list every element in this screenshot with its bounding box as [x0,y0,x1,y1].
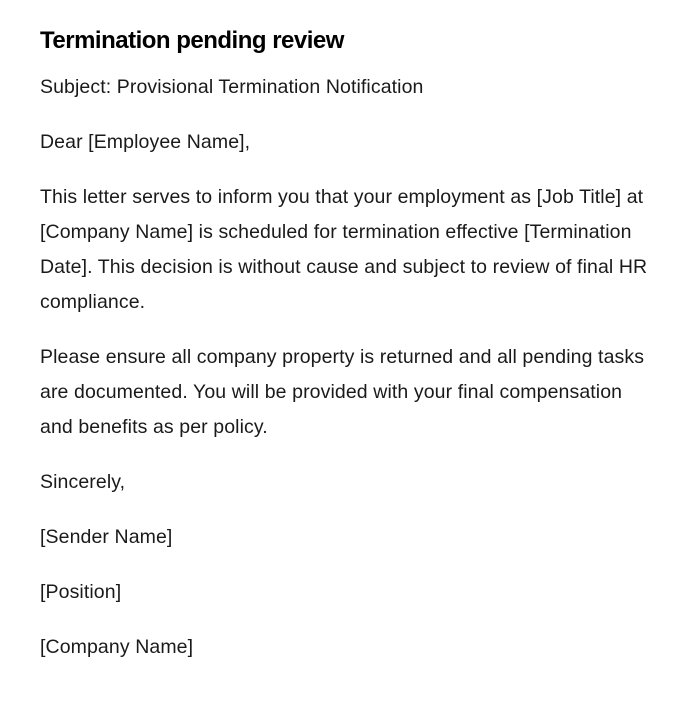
body-paragraph-1: This letter serves to inform you that your employment as [Job Title] at [Company Name] is scheduled for termination effective [Termination Date]. This decision is without cause and subject to review of final HR compliance. [40,186,648,313]
salutation: Dear [Employee Name], [40,131,251,153]
sender-position: [Position] [40,581,122,603]
sender-company-name: [Company Name] [40,636,194,658]
sender-name: [Sender Name] [40,526,173,548]
body-paragraph-2: Please ensure all company property is returned and all pending tasks are documented. You will be provided with your final compensation and benefits as per policy. [40,346,645,438]
subject-line: Subject: Provisional Termination Notification [40,76,424,98]
closing: Sincerely, [40,471,126,493]
document-title: Termination pending review [40,27,344,54]
